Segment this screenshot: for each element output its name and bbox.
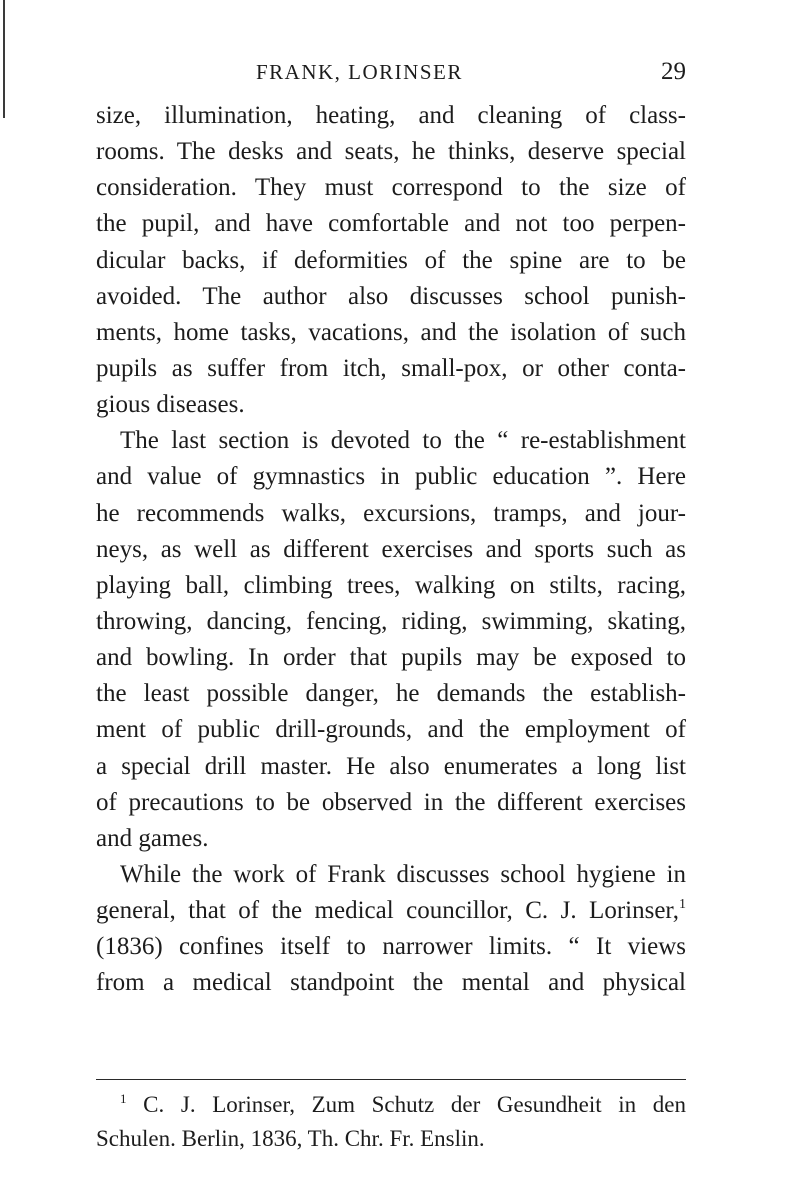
page-number: 29 <box>661 58 686 85</box>
text-line: the least possible danger, he demands the establish- <box>96 680 686 708</box>
text-line: size, illumination, heating, and cleaning of class- <box>96 102 686 129</box>
text-line: and value of gymnastics in public education ”. Here <box>96 463 686 491</box>
text-line: a special drill master. He also enumerates a long list <box>96 752 686 780</box>
text-line: (1836) confines itself to narrower limits. “ It views <box>96 933 686 961</box>
text-line: avoided. The author also discusses school punish- <box>96 282 686 310</box>
text-line: pupils as suffer from itch, small-pox, or other conta- <box>96 354 686 382</box>
text-line-content: general, that of the medical councillor, C. J. Lorinser, <box>96 897 679 925</box>
text-line-with-footnote-ref <box>96 893 686 929</box>
footnote-reference[interactable]: 1 <box>679 897 686 913</box>
text-line: rooms. The desks and seats, he thinks, deserve special <box>96 138 686 166</box>
paragraph-start-line: The last section is devoted to the “ re-establishment <box>120 427 686 455</box>
text-line: from a medical standpoint the mental and physical <box>96 969 686 997</box>
text-line: ments, home tasks, vacations, and the isolation of such <box>96 318 686 346</box>
text-line: dicular backs, if deformities of the spine are to be <box>96 246 686 274</box>
paragraph-start-line: While the work of Frank discusses school hygiene in <box>120 860 686 888</box>
text-line: neys, as well as different exercises and sports such as <box>96 535 686 563</box>
footnote-divider <box>96 1079 686 1080</box>
text-line: the pupil, and have comfortable and not too perpen- <box>96 210 686 238</box>
footnote-line: Schulen. Berlin, 1836, Th. Chr. Fr. Enslin. <box>96 1126 485 1151</box>
text-line: he recommends walks, excursions, tramps, and jour- <box>96 499 686 527</box>
text-line: and games. <box>96 824 209 852</box>
page-header <box>96 52 686 92</box>
footnote-area <box>96 1088 686 1156</box>
text-line: consideration. They must correspond to the size of <box>96 174 686 202</box>
footnote-line <box>96 1088 686 1122</box>
page-edge-line <box>3 0 5 118</box>
text-line: throwing, dancing, fencing, riding, swimming, skating, <box>96 607 686 635</box>
body-text <box>96 98 686 1002</box>
text-line: gious diseases. <box>96 391 245 419</box>
text-line: ment of public drill-grounds, and the employment of <box>96 716 686 744</box>
text-line: playing ball, climbing trees, walking on stilts, racing, <box>96 571 686 599</box>
footnote-text: C. J. Lorinser, Zum Schutz der Gesundheit in den <box>143 1092 686 1117</box>
running-head: FRANK, LORINSER <box>256 60 463 84</box>
footnote-marker: 1 <box>120 1091 127 1106</box>
text-line: of precautions to be observed in the different exercises <box>96 788 686 816</box>
text-line: and bowling. In order that pupils may be exposed to <box>96 644 686 672</box>
